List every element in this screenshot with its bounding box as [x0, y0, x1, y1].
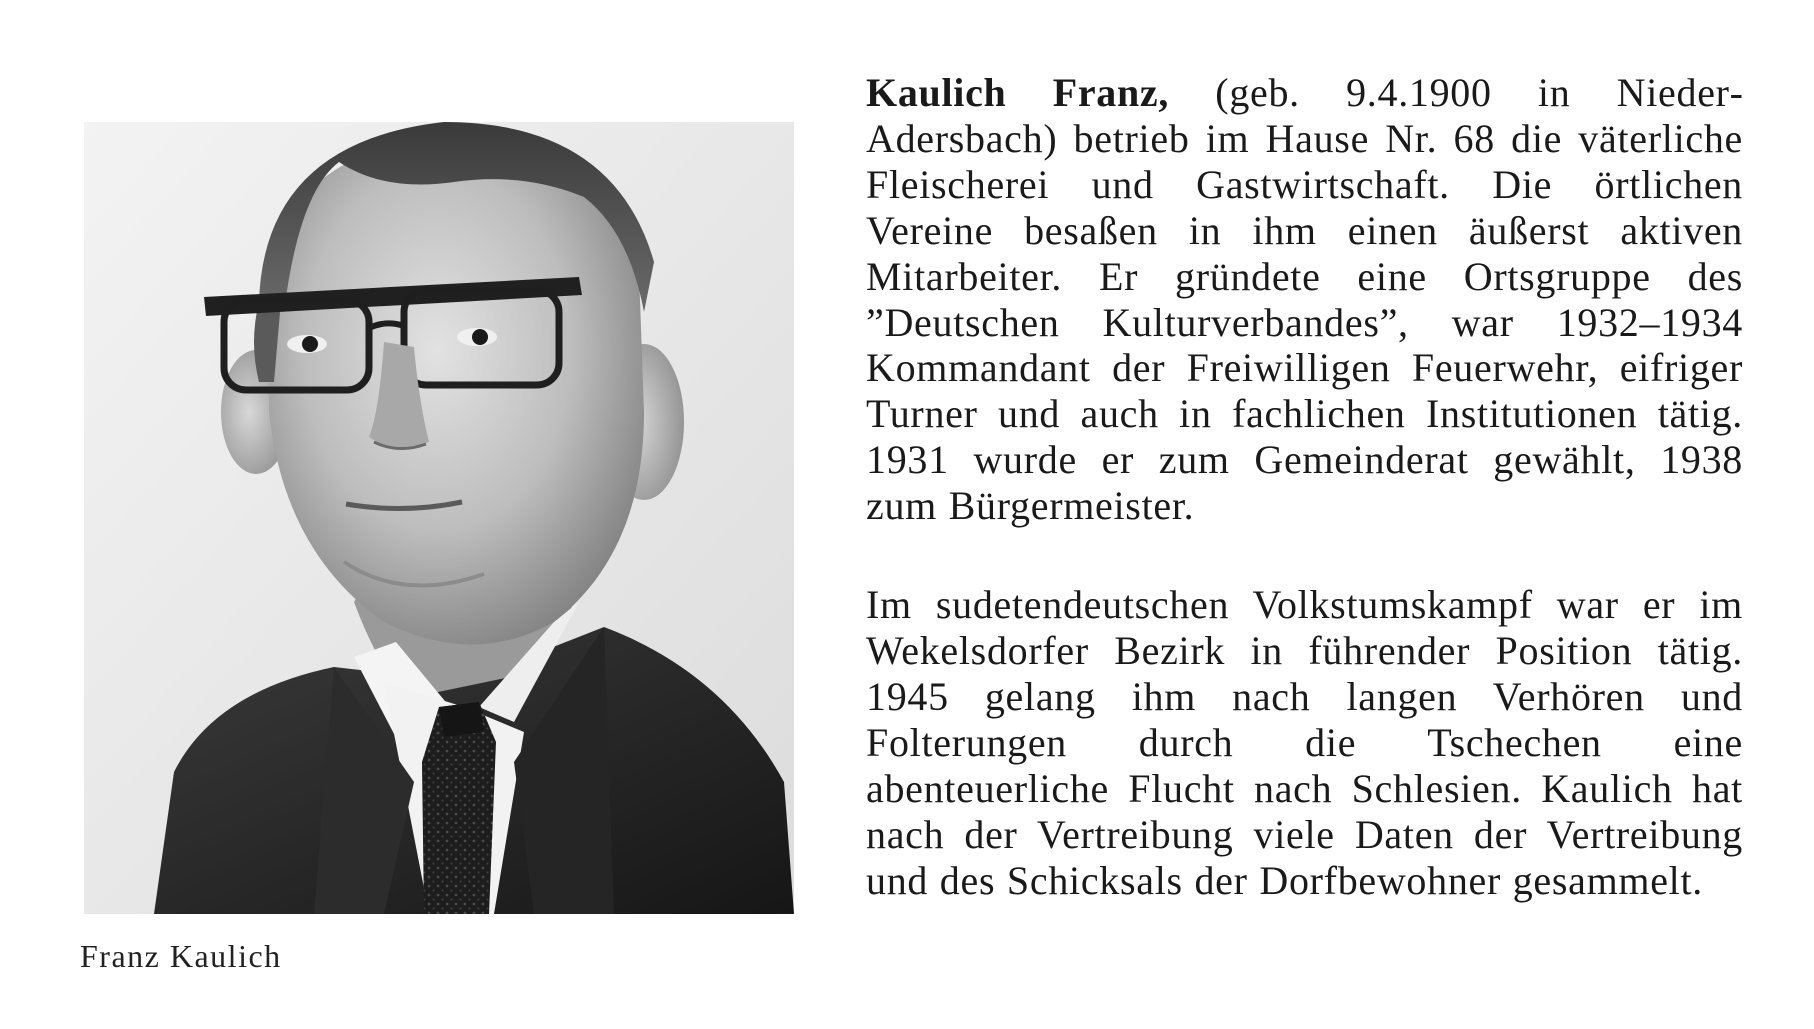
- biography-paragraph-1: [866, 70, 1743, 529]
- portrait-photo: [84, 82, 794, 914]
- biography-paragraph-2: Im sudetendeutschen Volkstumskampf war er im Wekelsdorfer Bezirk in führender Position tätig. 1945 gelang ihm nach langen Verhören und Folterungen durch die Tschechen eine abenteuerliche Flucht nach Schlesien. Kaulich hat nach der Vertreibung viele Daten der Vertreibung und des Schicksals der Dorfbewohner gesammelt.: [866, 582, 1743, 903]
- portrait-illustration: [84, 82, 794, 914]
- paragraph-1-body: (geb. 9.4.1900 in NiederAdersbach) betrieb im Hause Nr. 68 die väterliche Fleischerei und Gastwirtschaft. Die örtlichen Vereine besaßen in ihm einen äußerst aktiven Mitarbeiter. Er gründete eine Ortsgruppe des ”Deutschen Kulturverbandes”, war 1932–1934 Kommandant der Freiwilligen Feuerwehr, eifriger Turner und auch in fachlichen Institutionen tätig. 1931 wurde er zum Gemeinderat gewählt, 1938 zum Bürgermeister.: [866, 70, 1743, 529]
- subject-name: Kaulich Franz,: [866, 70, 1170, 115]
- photo-caption: Franz Kaulich: [80, 938, 282, 974]
- biography-text: [866, 70, 1743, 903]
